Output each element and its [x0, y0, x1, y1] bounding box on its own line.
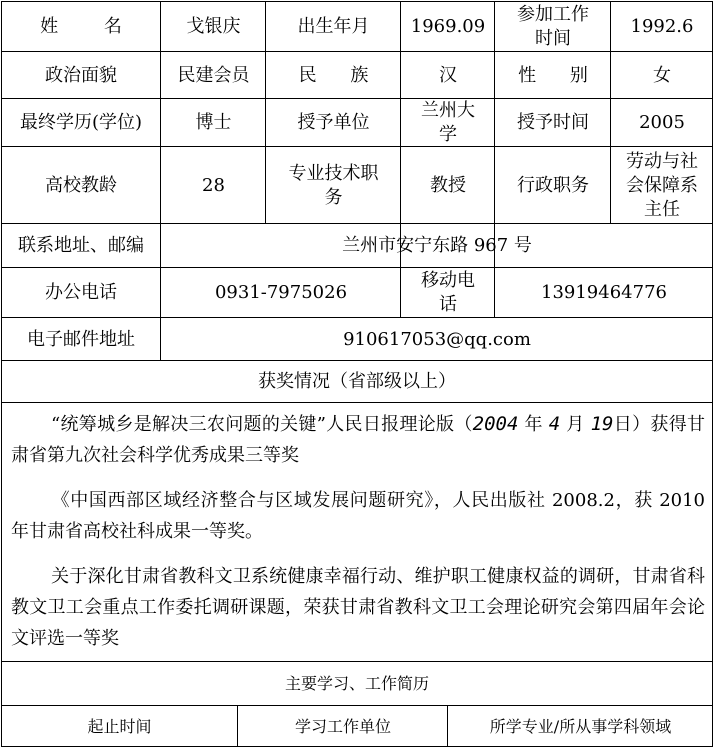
ethnic-value: 汉: [439, 64, 457, 86]
admin-position-label: 行政职务: [517, 174, 589, 196]
admin-position-value: 劳动与社 会保障系 主任: [626, 150, 698, 220]
address-label: 联系地址、邮编: [18, 235, 144, 256]
award-1-day: 19: [590, 413, 614, 435]
resume-col-field: 所学专业/所从事学科领域: [489, 716, 672, 736]
award-paragraph-3: [11, 561, 705, 654]
grant-unit-value: 兰州大 学: [421, 100, 475, 145]
email-value: 910617053@qq.com: [343, 328, 531, 350]
email-label: 电子邮件地址: [27, 328, 135, 350]
birth-value: 1969.09: [410, 15, 486, 37]
grant-unit-label: 授予单位: [297, 112, 370, 133]
work-start-label: 参加工作 时间: [517, 3, 589, 49]
name-value: 戈银庆: [186, 15, 241, 37]
professional-title-label: 专业技术职 务: [288, 162, 379, 208]
name-label: 姓 名: [40, 15, 122, 37]
gender-value: 女: [653, 64, 671, 86]
education-value: 博士: [195, 112, 232, 133]
award-1-tail: 日）获得甘肃省第九次社会科学优秀成果三等奖: [11, 414, 705, 466]
resume-heading: 主要学习、工作简历: [284, 674, 429, 693]
ethnic-label: 民 族: [298, 64, 369, 86]
education-label: 最终学历(学位): [19, 112, 143, 133]
grant-time-label: 授予时间: [517, 112, 589, 133]
award-1-year-unit: 年: [518, 414, 549, 435]
award-2-text: 《中国西部区域经济整合与区域发展问题研究》，人民出版社 2008.2，获 2010 年甘肃省高校社科成果一等奖。: [11, 490, 705, 542]
political-label: 政治面貌: [45, 64, 117, 86]
info-form: [1, 1, 713, 747]
award-1-month: 4: [548, 413, 561, 435]
award-1-month-unit: 月: [560, 414, 591, 435]
professional-title-value: 教授: [430, 174, 466, 196]
birth-label: 出生年月: [297, 15, 370, 37]
office-phone-label: 办公电话: [45, 282, 117, 303]
teaching-age-label: 高校教龄: [45, 174, 117, 196]
award-1-text: “统筹城乡是解决三农问题的关键”人民日报理论版（: [51, 414, 473, 435]
mobile-label: 移动电 话: [421, 270, 475, 315]
mobile-value: 13919464776: [541, 282, 667, 303]
award-paragraph-2: [11, 485, 705, 547]
award-3-text: 关于深化甘肃省教科文卫系统健康幸福行动、维护职工健康权益的调研，甘肃省科教文卫工会重点工作委托调研课题，荣获甘肃省教科文卫工会理论研究会第四届年会论文评选一等奖: [11, 566, 705, 649]
award-1-year: 2004: [472, 413, 519, 435]
awards-heading: 获奖情况（省部级以上）: [258, 371, 456, 392]
office-phone-value: 0931-7975026: [214, 282, 348, 303]
resume-col-period: 起止时间: [87, 716, 152, 736]
work-start-value: 1992.6: [630, 15, 694, 37]
gender-label: 性 别: [518, 64, 588, 86]
grant-time-value: 2005: [639, 112, 685, 133]
teaching-age-value: 28: [202, 174, 225, 196]
award-paragraph-1: [11, 409, 705, 471]
resume-col-unit: 学习工作单位: [294, 716, 391, 736]
address-value: 兰州市安宁东路 967 号: [342, 235, 532, 256]
political-value: 民建会员: [177, 64, 250, 86]
